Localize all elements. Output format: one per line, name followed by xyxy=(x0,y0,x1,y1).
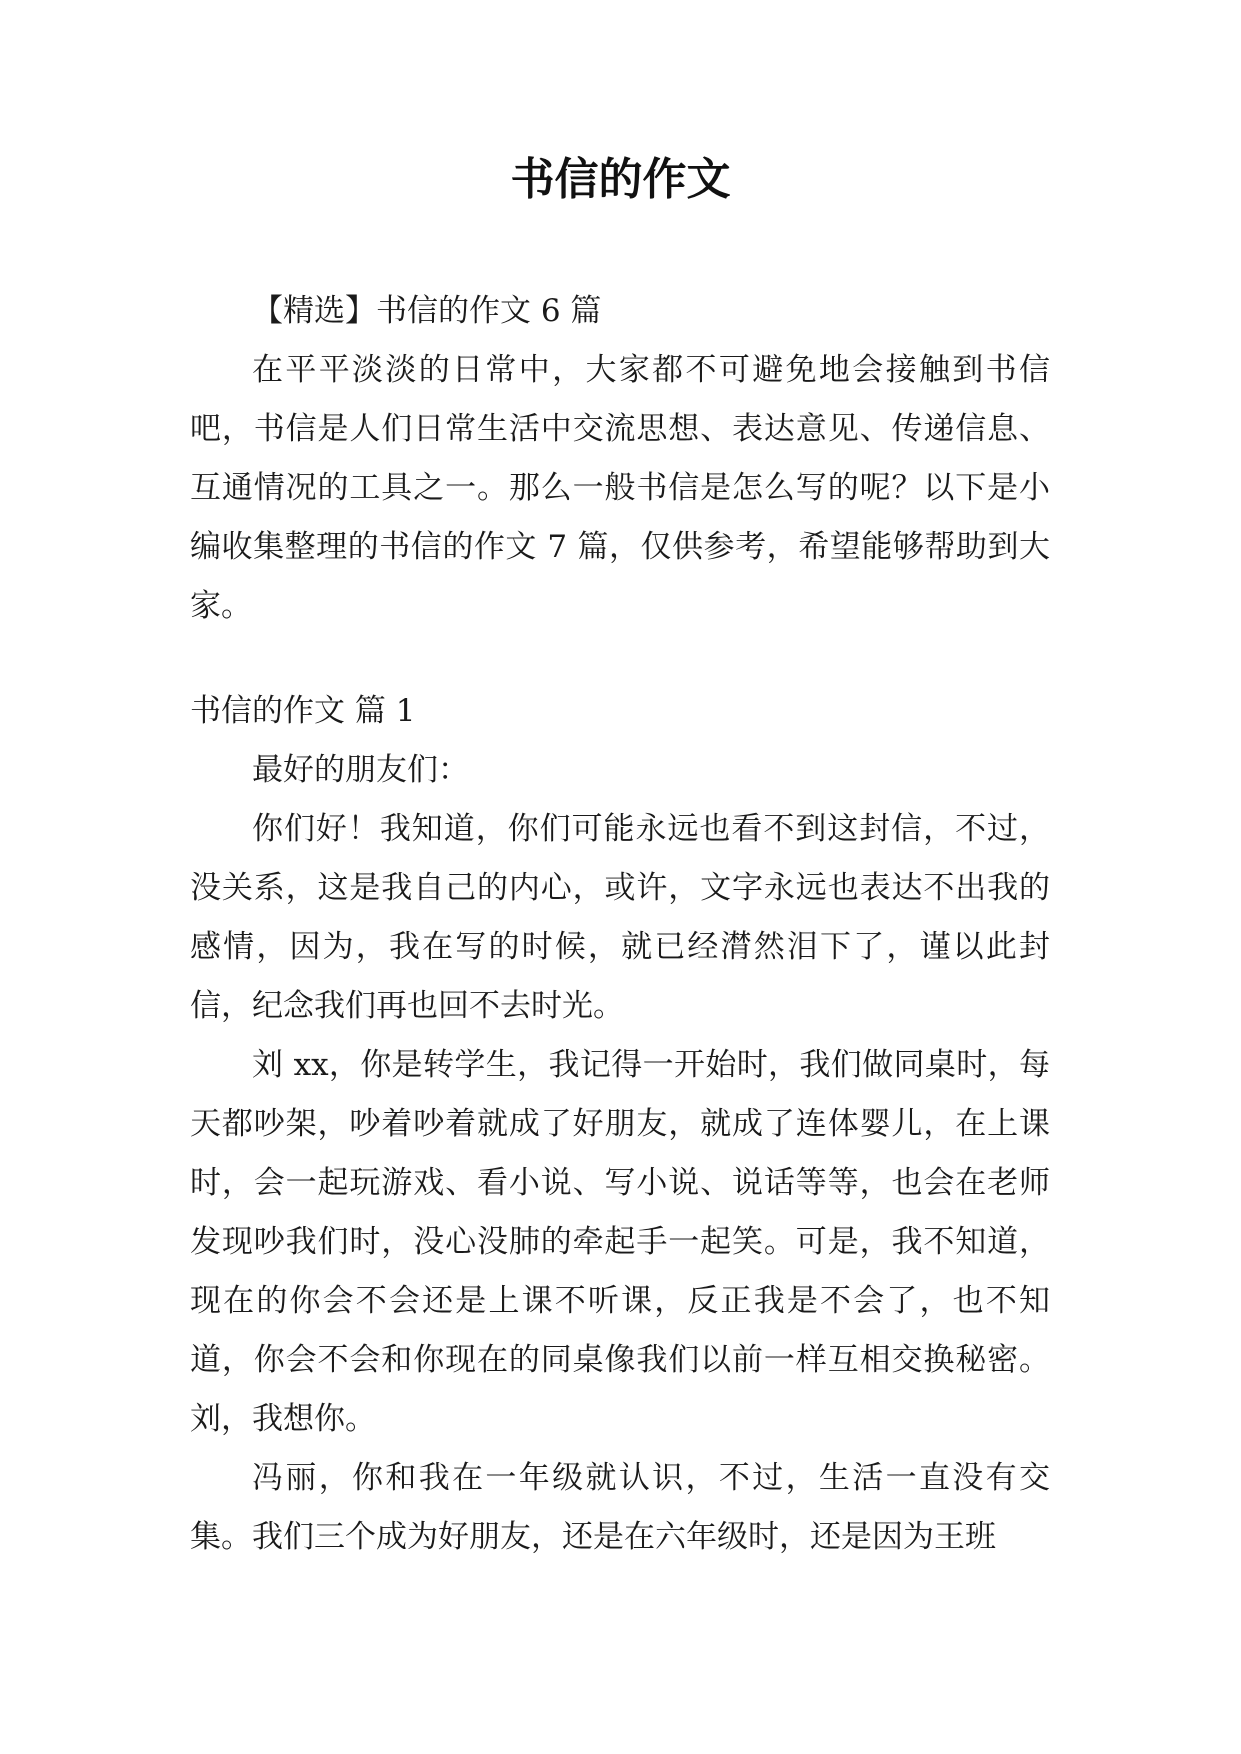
document-body xyxy=(190,282,1050,1567)
letter-paragraph: 刘 xx，你是转学生，我记得一开始时，我们做同桌时，每天都吵架，吵着吵着就成了好朋友，就成了连体婴儿，在上课时，会一起玩游戏、看小说、写小说、说话等等，也会在老师发现吵我们时，没心没肺的牵起手一起笑。可是，我不知道，现在的你会不会还是上课不听课，反正我是不会了，也不知道，你会不会和你现在的同桌像我们以前一样互相交换秘密。刘，我想你。 xyxy=(190,1047,1050,1437)
letter-salutation: 最好的朋友们： xyxy=(252,752,469,788)
letter-paragraph: 冯丽，你和我在一年级就认识，不过，生活一直没有交集。我们三个成为好朋友，还是在六年级时，还是因为王班 xyxy=(190,1460,1050,1555)
letter-paragraph: 你们好！我知道，你们可能永远也看不到这封信，不过，没关系，这是我自己的内心，或许，文字永远也表达不出我的感情，因为，我在写的时候，就已经潸然泪下了，谨以此封信，纪念我们再也回不去时光。 xyxy=(190,811,1050,1024)
document-subtitle: 【精选】书信的作文 6 篇 xyxy=(252,293,602,329)
section-heading: 书信的作文 篇 1 xyxy=(190,693,416,729)
intro-paragraph: 在平平淡淡的日常中，大家都不可避免地会接触到书信吧，书信是人们日常生活中交流思想、表达意见、传递信息、互通情况的工具之一。那么一般书信是怎么写的呢？以下是小编收集整理的书信的作文 7 篇，仅供参考，希望能够帮助到大家。 xyxy=(190,352,1050,624)
section-gap xyxy=(190,636,1050,682)
document-title: 书信的作文 xyxy=(510,154,731,205)
